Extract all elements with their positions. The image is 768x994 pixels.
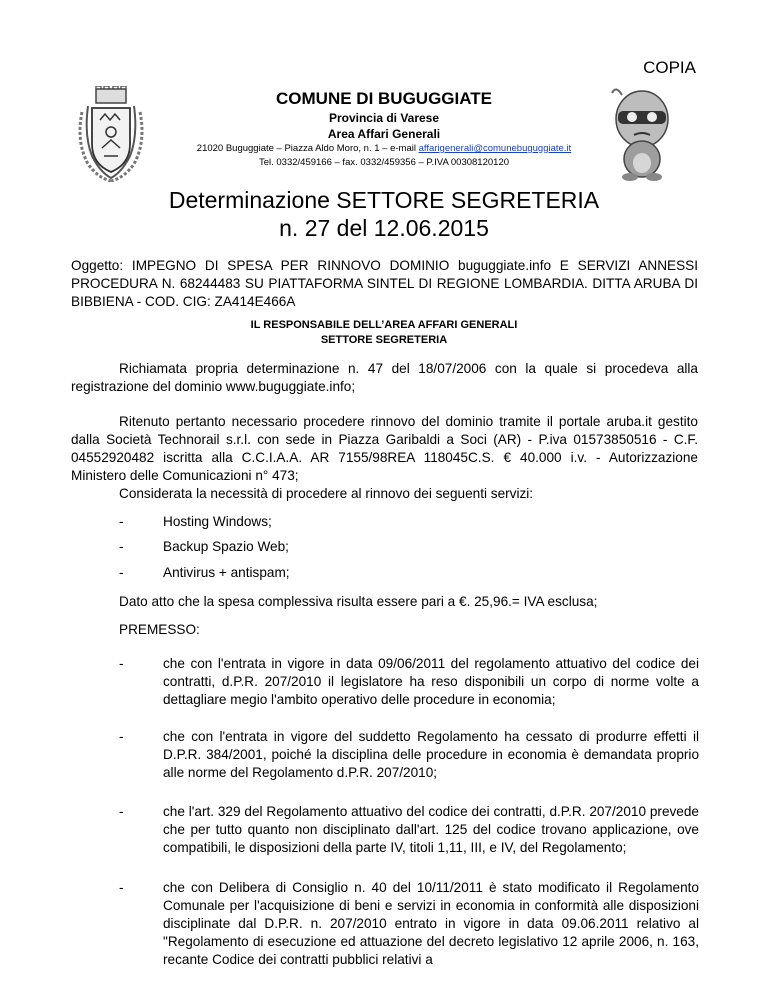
copy-label: COPIA (643, 58, 696, 77)
contacts-line: Tel. 0332/459166 – fax. 0332/459356 – P.IVA 00308120120 (258, 157, 510, 168)
address-line (0, 143, 768, 154)
municipality-name: COMUNE DI BUGUGGIATE (276, 89, 492, 108)
paragraph-dato-atto: Dato atto che la spesa complessiva risulta essere pari a €. 25,96.= IVA esclusa; (119, 594, 598, 609)
address-text: 21020 Buguggiate – Piazza Aldo Moro, n. 1 – e-mail (196, 143, 416, 154)
office-name: Area Affari Generali (327, 127, 441, 141)
responsible-title: IL RESPONSABILE DELL’AREA AFFARI GENERALI (250, 319, 518, 331)
responsible-sector: SETTORE SEGRETERIA (320, 334, 448, 346)
paragraph-richiamata: Richiamata propria determinazione n. 47 del 18/07/2006 con la quale si procedeva alla registrazione del dominio www.buguggiate.info; (71, 361, 698, 394)
subject-paragraph: Oggetto: IMPEGNO DI SPESA PER RINNOVO DOMINIO buguggiate.info E SERVIZI ANNESSI PROCEDURA N. 68244483 SU PIATTAFORMA SINTEL DI REGIONE LOMBARDIA. DITTA ARUBA DI BIBBIENA - COD. CIG: ZA414E466A (71, 258, 698, 309)
paragraph-ritenuto: Ritenuto pertanto necessario procedere rinnovo del dominio tramite il portale aruba.it gestito dalla Società Technorail s.r.l. con sede in Piazza Garibaldi a Soci (AR) - P.iva 01573850516 - C.F. 04552920482 iscritta alla C.C.I.A.A. AR 7155/98REA 118045C.S. € 40.000 i.v. - Autorizzazione Ministero delle Comunicazioni n° 473; (71, 414, 698, 483)
paragraph-considerata: Considerata la necessità di procedere al rinnovo dei seguenti servizi: (119, 486, 534, 501)
premesso-heading: PREMESSO: (119, 622, 200, 637)
province-name: Provincia di Varese (328, 111, 440, 125)
email-link[interactable]: affarigenerali@comunebuguggiate.it (418, 143, 572, 154)
document-title: Determinazione SETTORE SEGRETERIA (168, 187, 600, 213)
document-number: n. 27 del 12.06.2015 (279, 215, 489, 241)
